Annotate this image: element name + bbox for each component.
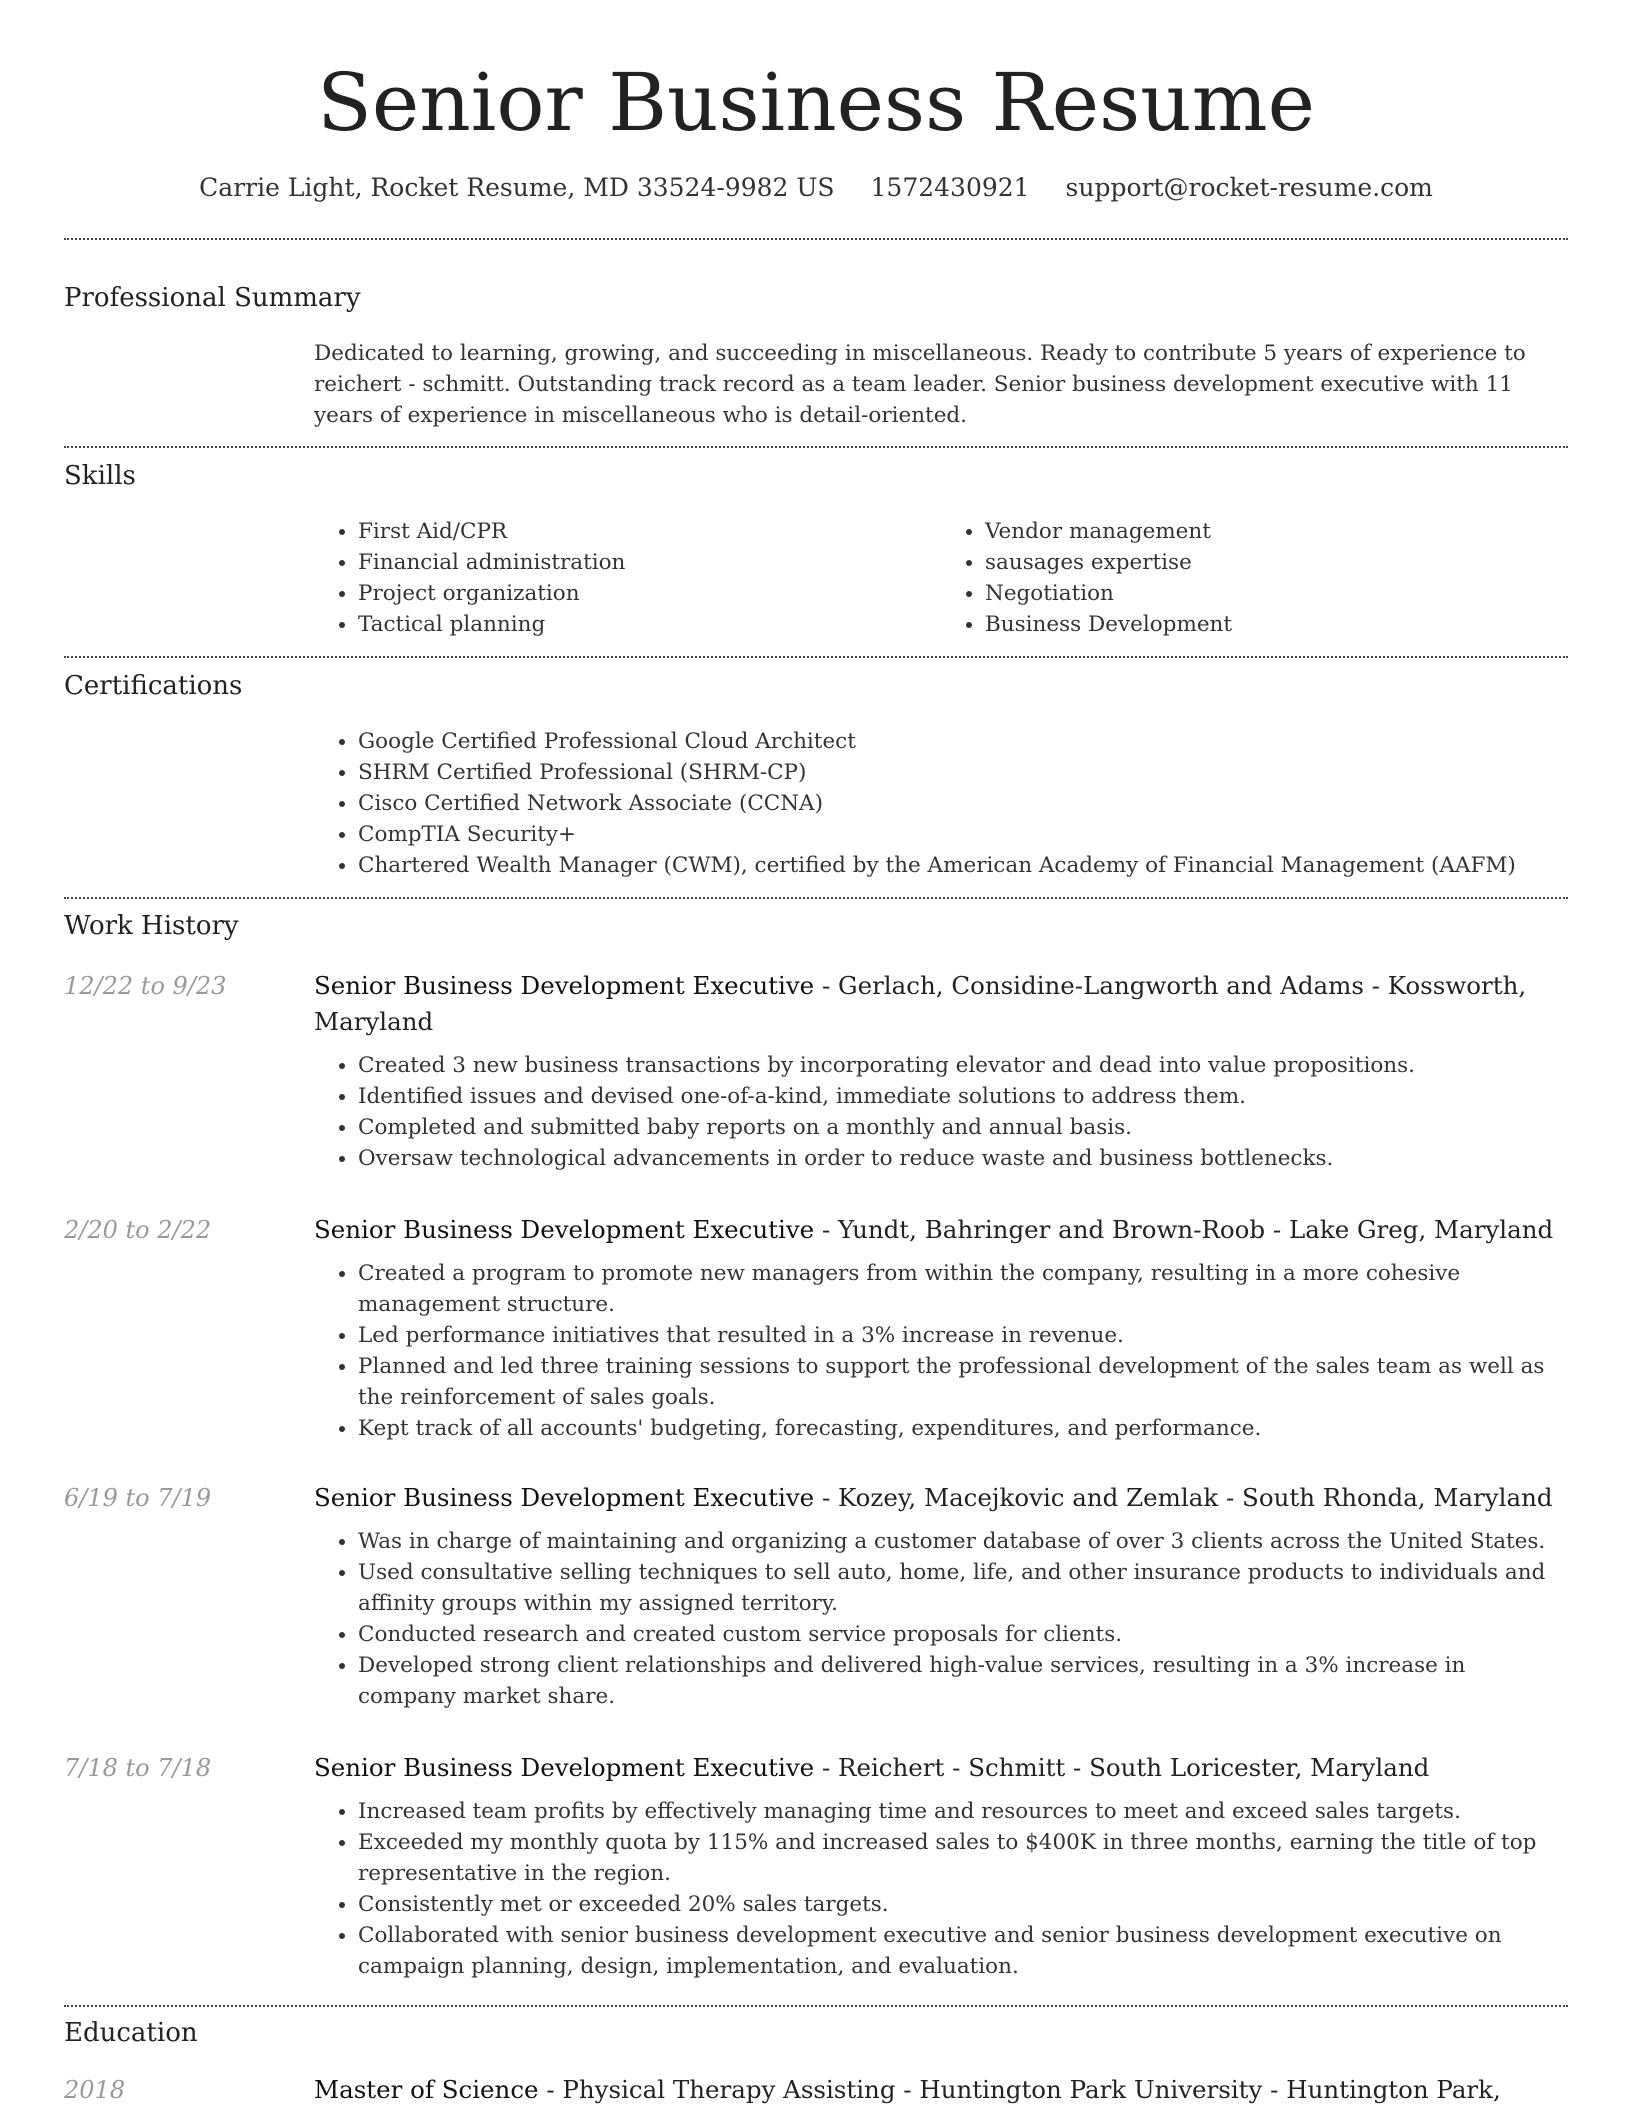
job-title bbox=[314, 1212, 1568, 1248]
job-entry bbox=[314, 968, 1568, 1174]
job-bullet: • Led performance initiatives that resulted in a 3% increase in revenue. bbox=[358, 1320, 1568, 1351]
summary-section bbox=[314, 338, 1568, 431]
job-dates: 6/19 to 7/19 bbox=[64, 1484, 212, 1512]
education-title bbox=[314, 2072, 1568, 2108]
job-company-location: - Gerlach, Considine-Langworth and Adams - Kossworth, Maryland bbox=[314, 971, 1527, 1036]
job-title bbox=[314, 968, 1568, 1040]
education-details: - Physical Therapy Assisting - Huntington Park University - Huntington Park, bbox=[538, 2075, 1501, 2104]
job-bullet: • Oversaw technological advancements in order to reduce waste and business bottlenecks. bbox=[358, 1143, 1568, 1174]
section-divider bbox=[64, 656, 1568, 658]
job-bullet: • Conducted research and created custom service proposals for clients. bbox=[358, 1619, 1568, 1650]
certification-item: • Cisco Certified Network Associate (CCNA) bbox=[358, 788, 1568, 819]
section-divider bbox=[64, 238, 1568, 240]
certification-item: • Google Certified Professional Cloud Architect bbox=[358, 726, 1568, 757]
skill-item: • Vendor management bbox=[985, 516, 1568, 547]
skills-list-right bbox=[941, 516, 1568, 640]
education-degree: Master of Science bbox=[314, 2075, 539, 2104]
job-dates: 7/18 to 7/18 bbox=[64, 1754, 212, 1782]
summary-text: Dedicated to learning, growing, and succeeding in miscellaneous. Ready to contribute 5 years of experience to reichert - schmitt. Outstanding track record as a team leader. Senior business development executive with 11 years of experience in miscellaneous who is detail-oriented. bbox=[314, 341, 1526, 428]
skill-item: • Tactical planning bbox=[358, 609, 941, 640]
skill-item: • Financial administration bbox=[358, 547, 941, 578]
job-bullets bbox=[314, 1526, 1568, 1712]
section-divider bbox=[64, 2005, 1568, 2007]
skills-list-left bbox=[314, 516, 941, 640]
job-bullet: • Collaborated with senior business development executive and senior business development executive on campaign planning, design, implementation, and evaluation. bbox=[358, 1920, 1568, 1982]
certification-item: • CompTIA Security+ bbox=[358, 819, 1568, 850]
resume-title: Senior Business Resume bbox=[317, 56, 1315, 149]
job-company-location: - Kozey, Macejkovic and Zemlak - South Rhonda, Maryland bbox=[814, 1483, 1553, 1512]
skills-section bbox=[314, 516, 1568, 640]
job-role: Senior Business Development Executive bbox=[314, 1753, 815, 1782]
job-entry bbox=[314, 1212, 1568, 1444]
job-bullet: • Created a program to promote new managers from within the company, resulting in a more cohesive management structure. bbox=[358, 1258, 1568, 1320]
job-bullets bbox=[314, 1050, 1568, 1174]
job-bullet: • Exceeded my monthly quota by 115% and increased sales to $400K in three months, earning the title of top representative in the region. bbox=[358, 1827, 1568, 1889]
job-dates: 2/20 to 2/22 bbox=[64, 1216, 212, 1244]
job-company-location: - Yundt, Bahringer and Brown-Roob - Lake Greg, Maryland bbox=[814, 1215, 1554, 1244]
job-bullet: • Was in charge of maintaining and organizing a customer database of over 3 clients across the United States. bbox=[358, 1526, 1568, 1557]
job-role: Senior Business Development Executive bbox=[314, 1215, 815, 1244]
contact-address: Carrie Light, Rocket Resume, MD 33524-9982 US bbox=[199, 173, 835, 202]
job-bullet: • Kept track of all accounts' budgeting, forecasting, expenditures, and performance. bbox=[358, 1413, 1568, 1444]
contact-line bbox=[0, 170, 1632, 206]
skill-item: • First Aid/CPR bbox=[358, 516, 941, 547]
certification-item: • SHRM Certified Professional (SHRM-CP) bbox=[358, 757, 1568, 788]
skill-item: • Business Development bbox=[985, 609, 1568, 640]
certifications-heading: Certifications bbox=[64, 671, 243, 701]
job-bullet: • Increased team profits by effectively managing time and resources to meet and exceed sales targets. bbox=[358, 1796, 1568, 1827]
contact-email: support@rocket-resume.com bbox=[1065, 173, 1433, 202]
job-bullet: • Completed and submitted baby reports on a monthly and annual basis. bbox=[358, 1112, 1568, 1143]
job-bullets bbox=[314, 1796, 1568, 1982]
job-dates: 12/22 to 9/23 bbox=[64, 972, 227, 1000]
contact-phone: 1572430921 bbox=[870, 173, 1030, 202]
summary-heading: Professional Summary bbox=[64, 283, 361, 313]
education-entry bbox=[314, 2072, 1568, 2108]
certification-item: • Chartered Wealth Manager (CWM), certified by the American Academy of Financial Management (AAFM) bbox=[358, 850, 1568, 881]
skill-item: • sausages expertise bbox=[985, 547, 1568, 578]
education-date: 2018 bbox=[64, 2076, 126, 2104]
certifications-section bbox=[314, 726, 1568, 881]
job-bullet: • Used consultative selling techniques to sell auto, home, life, and other insurance products to individuals and affinity groups within my assigned territory. bbox=[358, 1557, 1568, 1619]
section-divider bbox=[64, 897, 1568, 899]
job-entry bbox=[314, 1750, 1568, 1982]
section-divider bbox=[64, 446, 1568, 448]
skills-heading: Skills bbox=[64, 461, 136, 491]
job-role: Senior Business Development Executive bbox=[314, 971, 815, 1000]
job-bullet: • Developed strong client relationships and delivered high-value services, resulting in a 3% increase in company market share. bbox=[358, 1650, 1568, 1712]
education-heading: Education bbox=[64, 2018, 198, 2048]
job-bullet: • Created 3 new business transactions by incorporating elevator and dead into value propositions. bbox=[358, 1050, 1568, 1081]
certifications-list bbox=[314, 726, 1568, 881]
job-role: Senior Business Development Executive bbox=[314, 1483, 815, 1512]
job-entry bbox=[314, 1480, 1568, 1712]
job-title bbox=[314, 1480, 1568, 1516]
job-bullets bbox=[314, 1258, 1568, 1444]
job-bullet: • Consistently met or exceeded 20% sales targets. bbox=[358, 1889, 1568, 1920]
work-history-heading: Work History bbox=[64, 911, 239, 941]
job-company-location: - Reichert - Schmitt - South Loricester, Maryland bbox=[814, 1753, 1430, 1782]
skill-item: • Project organization bbox=[358, 578, 941, 609]
job-bullet: • Planned and led three training sessions to support the professional development of the sales team as well as the reinforcement of sales goals. bbox=[358, 1351, 1568, 1413]
job-title bbox=[314, 1750, 1568, 1786]
skill-item: • Negotiation bbox=[985, 578, 1568, 609]
job-bullet: • Identified issues and devised one-of-a-kind, immediate solutions to address them. bbox=[358, 1081, 1568, 1112]
